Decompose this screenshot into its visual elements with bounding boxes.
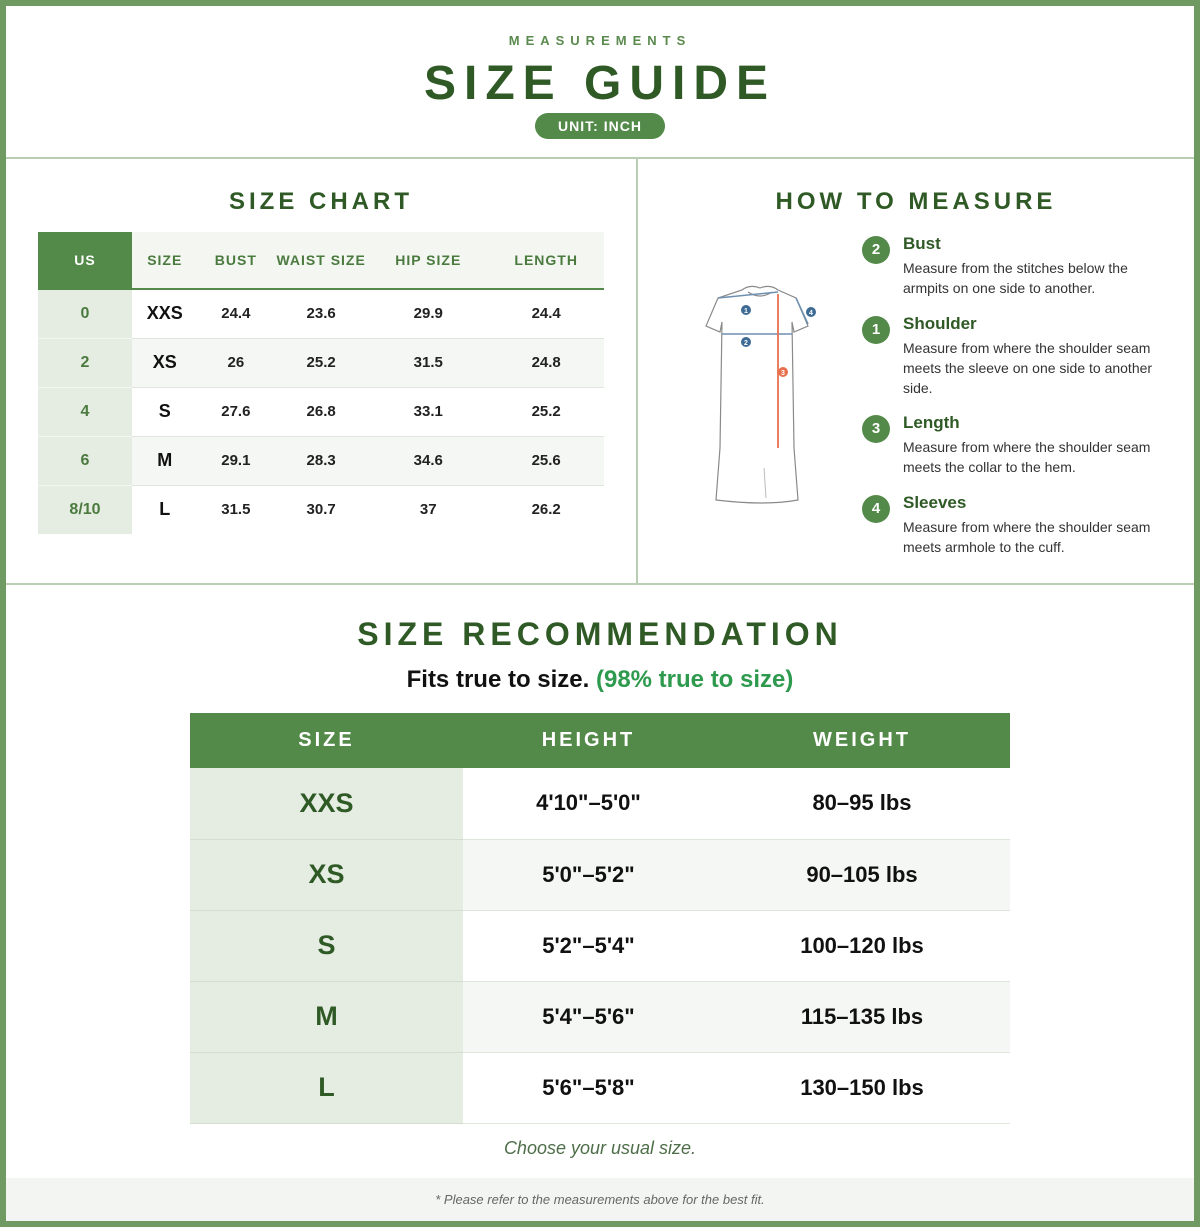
fits-highlight: (98% true to size) <box>595 666 794 693</box>
svg-text:3: 3 <box>781 370 785 377</box>
unit-badge: UNIT: INCH <box>535 113 665 139</box>
height-cell: 5'6"–5'8" <box>463 1052 714 1123</box>
column-header: US <box>38 232 132 289</box>
footer-note: * Please refer to the measurements above for the best fit. <box>6 1178 1194 1221</box>
table-row <box>38 338 604 387</box>
size-cell: L <box>190 1052 463 1123</box>
size-cell: M <box>190 981 463 1052</box>
table-row <box>190 1052 1010 1123</box>
divider <box>6 583 1194 585</box>
size-cell: XXS <box>190 768 463 839</box>
size-chart-table <box>38 232 604 534</box>
bust-cell: 31.5 <box>221 501 251 519</box>
table-header-row <box>190 713 1010 768</box>
weight-cell: 130–150 lbs <box>714 1052 1010 1123</box>
column-header: SIZE <box>190 713 463 768</box>
size-recommendation-title: SIZE RECOMMENDATION <box>357 616 843 652</box>
step-number: 1 <box>862 316 890 344</box>
waist-cell: 26.8 <box>274 387 368 436</box>
weight-cell: 100–120 lbs <box>714 910 1010 981</box>
step-description: Measure from where the shoulder seam meets armhole to the cuff. <box>903 519 1151 555</box>
waist-cell: 30.7 <box>306 501 336 519</box>
column-header: BUST <box>198 232 275 289</box>
us-size-cell: 6 <box>38 436 132 485</box>
size-cell: XXS <box>132 289 198 338</box>
column-header: SIZE <box>132 232 198 289</box>
header <box>6 6 1194 158</box>
table-row <box>38 436 604 485</box>
table-row <box>190 768 1010 839</box>
length-cell: 25.2 <box>488 387 604 436</box>
height-cell: 5'0"–5'2" <box>463 839 714 910</box>
dress-outline <box>706 286 808 503</box>
step-title: Length <box>903 413 960 432</box>
bust-cell: 26 <box>198 338 275 387</box>
column-header: HEIGHT <box>463 713 714 768</box>
hip-cell: 33.1 <box>368 387 488 436</box>
height-cell: 5'4"–5'6" <box>463 981 714 1052</box>
step-description: Measure from where the shoulder seam meets the sleeve on one side to another side. <box>903 340 1153 396</box>
hip-cell: 37 <box>419 501 437 519</box>
waist-cell: 25.2 <box>274 338 368 387</box>
table-row <box>190 910 1010 981</box>
dress-diagram <box>694 278 824 518</box>
column-header: LENGTH <box>488 232 604 289</box>
length-cell: 24.4 <box>488 289 604 338</box>
page-title: SIZE GUIDE <box>423 57 777 110</box>
size-cell: XS <box>190 839 463 910</box>
bust-cell: 27.6 <box>198 387 275 436</box>
svg-text:2: 2 <box>744 340 748 347</box>
waist-cell: 28.3 <box>274 436 368 485</box>
bust-cell: 24.4 <box>198 289 275 338</box>
step-description: Measure from where the shoulder seam meets the collar to the hem. <box>903 439 1151 475</box>
table-row <box>38 387 604 436</box>
table-header-row <box>38 232 604 289</box>
step-title: Sleeves <box>903 493 967 512</box>
length-cell: 26.2 <box>531 501 561 519</box>
hip-cell: 31.5 <box>368 338 488 387</box>
table-row <box>190 839 1010 910</box>
size-chart-title: SIZE CHART <box>229 188 413 215</box>
table-row <box>38 289 604 338</box>
length-cell: 25.6 <box>488 436 604 485</box>
weight-cell: 115–135 lbs <box>714 981 1010 1052</box>
weight-cell: 90–105 lbs <box>714 839 1010 910</box>
bust-cell: 29.1 <box>198 436 275 485</box>
step-title: Bust <box>903 234 941 253</box>
size-cell: XS <box>132 338 198 387</box>
marker-shoulder <box>741 305 751 315</box>
table-row <box>38 485 604 534</box>
height-cell: 5'2"–5'4" <box>463 910 714 981</box>
size-cell: M <box>132 436 198 485</box>
waist-cell: 23.6 <box>274 289 368 338</box>
table-row <box>190 981 1010 1052</box>
us-size-cell: 0 <box>38 289 132 338</box>
size-cell: L <box>159 499 171 520</box>
length-cell: 24.8 <box>488 338 604 387</box>
marker-length <box>778 367 788 377</box>
recommendation-table <box>190 713 1010 1124</box>
divider <box>6 157 1194 159</box>
hip-cell: 34.6 <box>368 436 488 485</box>
weight-cell: 80–95 lbs <box>714 768 1010 839</box>
svg-text:4: 4 <box>809 310 813 317</box>
size-cell: S <box>132 387 198 436</box>
column-header: HIP SIZE <box>368 232 488 289</box>
step-number: 3 <box>862 415 890 443</box>
step-description: Measure from the stitches below the armpits on one side to another. <box>903 260 1128 296</box>
how-to-measure-title: HOW TO MEASURE <box>775 188 1057 215</box>
svg-text:1: 1 <box>744 308 748 315</box>
recommendation-note: Choose your usual size. <box>503 1138 697 1158</box>
marker-sleeve <box>806 307 816 317</box>
us-size-cell: 4 <box>38 387 132 436</box>
column-header: WEIGHT <box>714 713 1010 768</box>
step-number: 2 <box>862 236 890 264</box>
column-header: WAIST SIZE <box>274 232 368 289</box>
step-number: 4 <box>862 495 890 523</box>
us-size-cell: 8/10 <box>38 485 132 534</box>
fits-text: Fits true to size. <box>406 666 590 693</box>
fits-statement <box>6 666 1194 694</box>
us-size-cell: 2 <box>38 338 132 387</box>
size-cell: S <box>190 910 463 981</box>
hip-cell: 29.9 <box>368 289 488 338</box>
header-eyebrow: MEASUREMENTS <box>508 33 692 48</box>
step-title: Shoulder <box>903 314 977 333</box>
height-cell: 4'10"–5'0" <box>463 768 714 839</box>
marker-bust <box>741 337 751 347</box>
divider <box>636 158 638 584</box>
